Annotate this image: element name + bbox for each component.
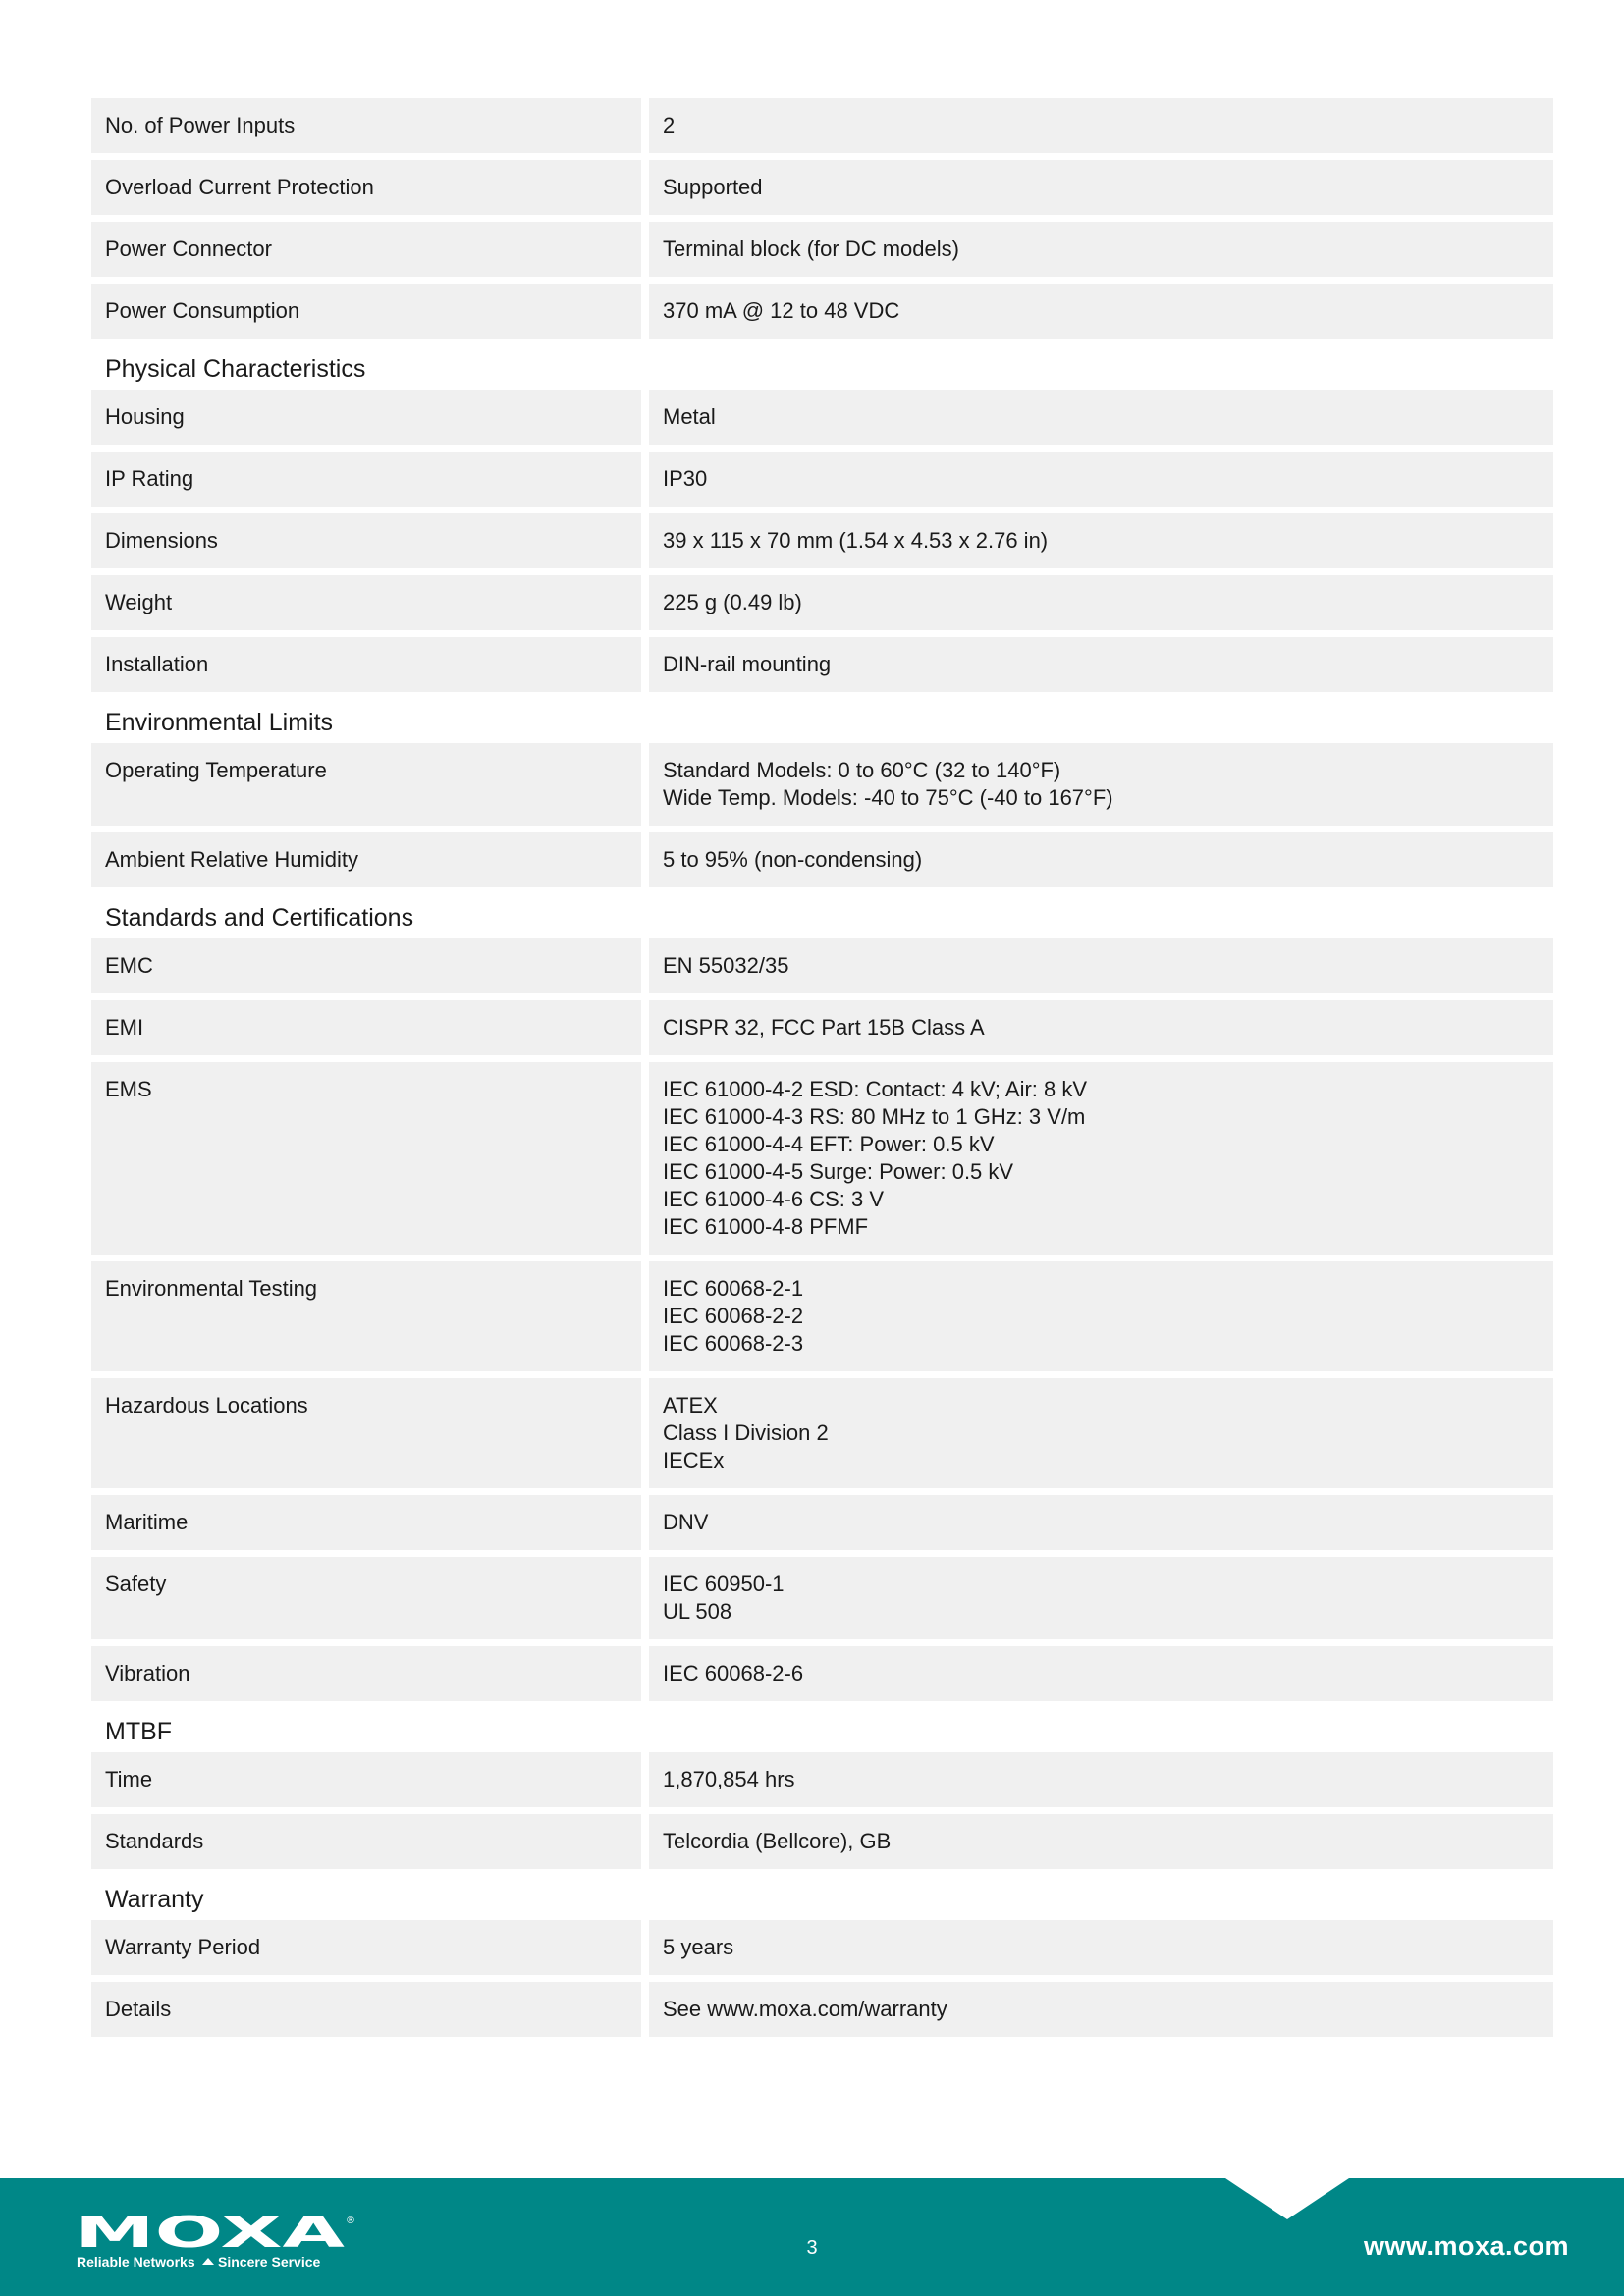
website-link[interactable]: www.moxa.com	[1363, 2231, 1569, 2261]
spec-label: IP Rating	[91, 452, 641, 507]
spec-value	[649, 1920, 1553, 1975]
spec-label: Housing	[91, 390, 641, 445]
spec-value-line: Class I Division 2	[663, 1420, 829, 1445]
spec-document	[91, 98, 1553, 2044]
spec-row-no-of-power-inputs	[91, 98, 1553, 153]
spec-label: Maritime	[91, 1495, 641, 1550]
spec-row-warranty-period	[91, 1920, 1553, 1975]
spec-label: EMI	[91, 1000, 641, 1055]
spec-value	[649, 222, 1553, 277]
spec-row-power-connector	[91, 222, 1553, 277]
spec-label: Safety	[91, 1557, 641, 1639]
power-parameters-table	[91, 98, 1553, 339]
section-title: Standards and Certifications	[105, 904, 414, 932]
section-title: Warranty	[105, 1886, 204, 1913]
spec-value-line: 5 to 95% (non-condensing)	[663, 847, 923, 872]
spec-label: Operating Temperature	[91, 743, 641, 826]
spec-row-standards	[91, 1814, 1553, 1869]
spec-value-line: 5 years	[663, 1935, 734, 1959]
moxa-logo	[75, 2208, 355, 2269]
spec-value-line: IEC 60950-1	[663, 1572, 785, 1596]
spec-value-line: 225 g (0.49 lb)	[663, 590, 802, 614]
logo-tagline-left: Reliable Networks	[77, 2254, 195, 2269]
spec-value-line: IEC 60068-2-6	[663, 1661, 804, 1685]
spec-value	[649, 637, 1553, 692]
spec-value	[649, 98, 1553, 153]
section-warranty	[91, 1876, 1553, 2037]
spec-value	[649, 1000, 1553, 1055]
spec-value	[649, 743, 1553, 826]
footer-notch-shape	[1225, 2178, 1349, 2219]
logo-tagline-right: Sincere Service	[218, 2254, 321, 2269]
page-number: 3	[806, 2237, 818, 2259]
section-environmental-limits	[91, 699, 1553, 887]
spec-value-line: Telcordia (Bellcore), GB	[663, 1829, 892, 1853]
spec-value-line: IP30	[663, 466, 708, 491]
page-footer	[0, 2178, 1624, 2296]
spec-value-line: IEC 61000-4-4 EFT: Power: 0.5 kV	[663, 1132, 995, 1156]
spec-value	[649, 513, 1553, 568]
spec-value	[649, 160, 1553, 215]
spec-row-operating-temperature	[91, 743, 1553, 826]
spec-value	[649, 1495, 1553, 1550]
spec-row-overload-current-protection	[91, 160, 1553, 215]
spec-label: Hazardous Locations	[91, 1378, 641, 1488]
spec-value-line: See www.moxa.com/warranty	[663, 1997, 947, 2021]
spec-label: Warranty Period	[91, 1920, 641, 1975]
section-title: Physical Characteristics	[105, 355, 366, 383]
spec-row-installation	[91, 637, 1553, 692]
spec-value-line: CISPR 32, FCC Part 15B Class A	[663, 1015, 985, 1040]
spec-value-line: Standard Models: 0 to 60°C (32 to 140°F)	[663, 758, 1061, 782]
spec-label: EMS	[91, 1062, 641, 1255]
spec-value-line: EN 55032/35	[663, 953, 789, 978]
svg-text:®: ®	[346, 2216, 355, 2226]
spec-value-line: UL 508	[663, 1599, 732, 1624]
spec-value-line: 2	[663, 113, 676, 137]
spec-value-line: Supported	[663, 175, 763, 199]
spec-label: Environmental Testing	[91, 1261, 641, 1371]
section-mtbf	[91, 1708, 1553, 1869]
spec-value	[649, 452, 1553, 507]
spec-value	[649, 575, 1553, 630]
spec-value	[649, 832, 1553, 887]
spec-label: EMC	[91, 938, 641, 993]
spec-value	[649, 1378, 1553, 1488]
spec-value	[649, 1646, 1553, 1701]
section-standards-and-certifications	[91, 894, 1553, 1701]
spec-label: Standards	[91, 1814, 641, 1869]
spec-label: Power Connector	[91, 222, 641, 277]
spec-row-ambient-relative-humidity	[91, 832, 1553, 887]
logo-wordmark: MOXA	[75, 2208, 345, 2258]
spec-value-line: 1,870,854 hrs	[663, 1767, 795, 1791]
spec-value-line: 39 x 115 x 70 mm (1.54 x 4.53 x 2.76 in)	[663, 528, 1049, 553]
spec-value-line: Wide Temp. Models: -40 to 75°C (-40 to 167°F)	[663, 785, 1113, 810]
section-title: MTBF	[105, 1718, 173, 1745]
spec-row-environmental-testing	[91, 1261, 1553, 1371]
spec-row-emi	[91, 1000, 1553, 1055]
tagline-separator-icon	[202, 2258, 214, 2265]
spec-value-line: Metal	[663, 404, 716, 429]
spec-row-power-consumption	[91, 284, 1553, 339]
spec-row-dimensions	[91, 513, 1553, 568]
spec-value	[649, 284, 1553, 339]
spec-value	[649, 1982, 1553, 2037]
spec-row-hazardous-locations	[91, 1378, 1553, 1488]
spec-value-line: IECEx	[663, 1448, 725, 1472]
spec-row-weight	[91, 575, 1553, 630]
spec-value-line: IEC 60068-2-2	[663, 1304, 804, 1328]
spec-row-safety	[91, 1557, 1553, 1639]
spec-label: Power Consumption	[91, 284, 641, 339]
spec-label: Installation	[91, 637, 641, 692]
section-physical-characteristics	[91, 346, 1553, 692]
spec-value	[649, 1814, 1553, 1869]
spec-value-line: IEC 60068-2-1	[663, 1276, 804, 1301]
spec-label: Details	[91, 1982, 641, 2037]
spec-value-line: IEC 61000-4-3 RS: 80 MHz to 1 GHz: 3 V/m	[663, 1104, 1086, 1129]
section-title: Environmental Limits	[105, 709, 334, 736]
spec-label: Ambient Relative Humidity	[91, 832, 641, 887]
spec-row-housing	[91, 390, 1553, 445]
spec-row-emc	[91, 938, 1553, 993]
spec-row-maritime	[91, 1495, 1553, 1550]
spec-value-line: DIN-rail mounting	[663, 652, 832, 676]
spec-label: Vibration	[91, 1646, 641, 1701]
spec-row-details	[91, 1982, 1553, 2037]
spec-sections	[91, 346, 1553, 2037]
spec-row-time	[91, 1752, 1553, 1807]
spec-row-vibration	[91, 1646, 1553, 1701]
spec-value-line: DNV	[663, 1510, 709, 1534]
spec-value	[649, 1752, 1553, 1807]
spec-label: Weight	[91, 575, 641, 630]
spec-value	[649, 1261, 1553, 1371]
spec-value	[649, 1062, 1553, 1255]
spec-value-line: IEC 61000-4-6 CS: 3 V	[663, 1187, 885, 1211]
spec-value-line: IEC 60068-2-3	[663, 1331, 804, 1356]
spec-value-line: IEC 61000-4-8 PFMF	[663, 1214, 869, 1239]
spec-value-line: IEC 61000-4-2 ESD: Contact: 4 kV; Air: 8 kV	[663, 1077, 1088, 1101]
spec-value-line: ATEX	[663, 1393, 718, 1417]
spec-value-line: 370 mA @ 12 to 48 VDC	[663, 298, 900, 323]
spec-value	[649, 938, 1553, 993]
spec-label: Dimensions	[91, 513, 641, 568]
spec-value-line: IEC 61000-4-5 Surge: Power: 0.5 kV	[663, 1159, 1014, 1184]
spec-value	[649, 1557, 1553, 1639]
spec-row-ip-rating	[91, 452, 1553, 507]
spec-label: No. of Power Inputs	[91, 98, 641, 153]
spec-row-ems	[91, 1062, 1553, 1255]
spec-label: Time	[91, 1752, 641, 1807]
spec-value	[649, 390, 1553, 445]
spec-value-line: Terminal block (for DC models)	[663, 237, 959, 261]
spec-label: Overload Current Protection	[91, 160, 641, 215]
